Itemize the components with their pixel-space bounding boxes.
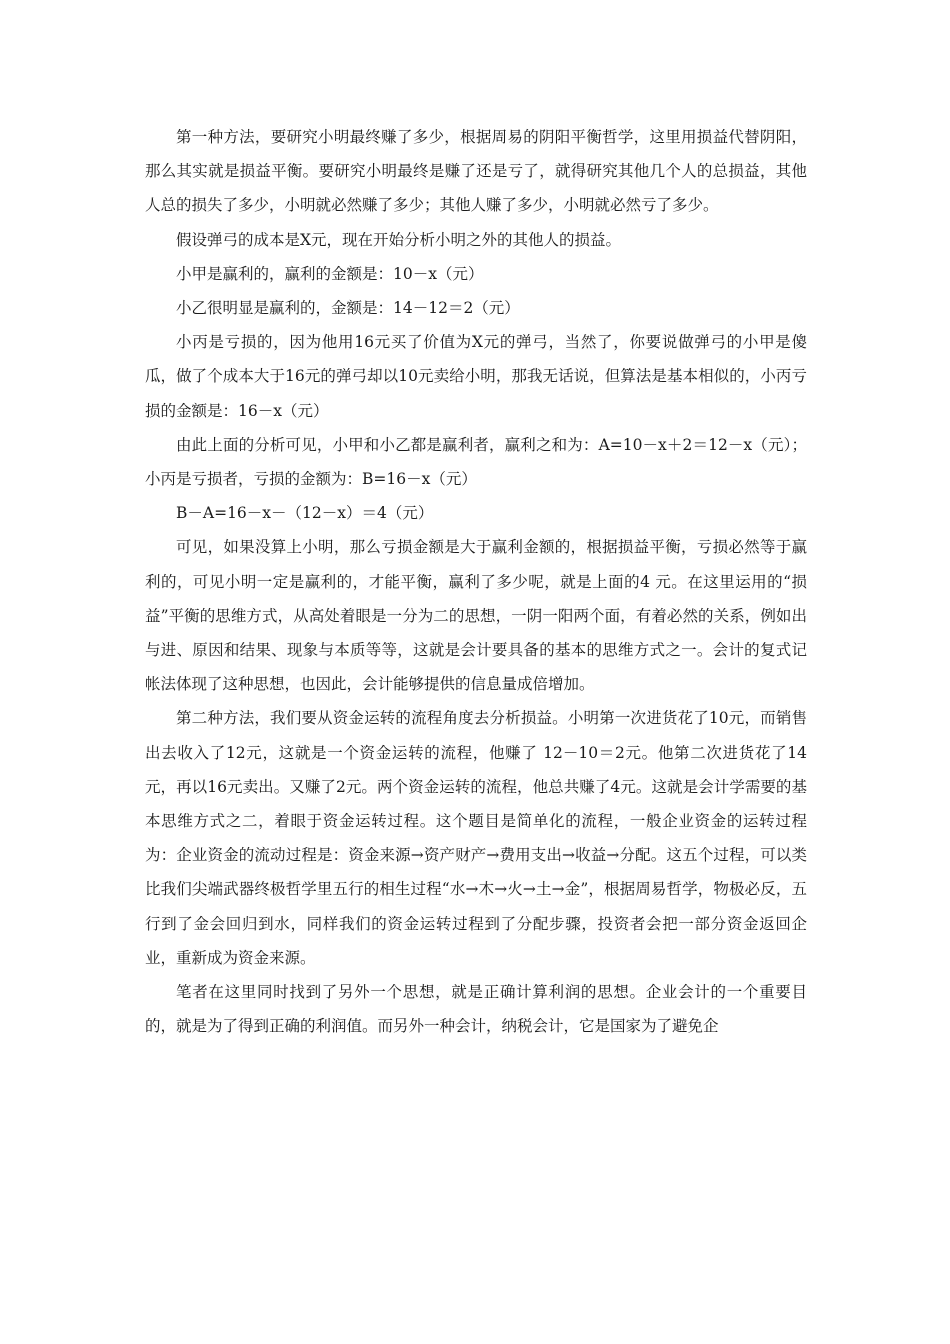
paragraph-method-two: 第二种方法，我们要从资金运转的流程角度去分析损益。小明第一次进货花了10元，而销售出去收入了12元，这就是一个资金运转的流程，他赚了 12－10＝2元。他第二次进货花了14元，再以16元卖出。又赚了2元。两个资金运转的流程，他总共赚了4元。这就是会计学需要的基本思维方式之二，着眼于资金运转过程。这个题目是简单化的流程，一般企业资金的运转过程为：企业资金的流动过程是：资金来源→资产财产→费用支出→收益→分配。这五个过程，可以类比我们尖端武器终极哲学里五行的相生过程“水→木→火→土→金”，根据周易哲学，物极必反，五行到了金会回归到水，同样我们的资金运转过程到了分配步骤，投资者会把一部分资金返回企业，重新成为资金来源。 — [145, 709, 807, 967]
paragraph-assumption: 假设弹弓的成本是X元，现在开始分析小明之外的其他人的损益。 — [176, 230, 622, 249]
paragraph-equation: B－A=16－x－（12－x）＝4（元） — [176, 504, 434, 523]
paragraph-xiaojia: 小甲是赢利的，赢利的金额是：10－x（元） — [176, 264, 484, 283]
paragraph-xiaoyi: 小乙很明显是赢利的，金额是：14－12＝2（元） — [176, 299, 520, 318]
body-text — [145, 120, 807, 1043]
paragraph-profit-thought: 笔者在这里同时找到了另外一个思想，就是正确计算利润的思想。企业会计的一个重要目的，就是为了得到正确的利润值。而另外一种会计，纳税会计，它是国家为了避免企 — [145, 983, 807, 1036]
paragraph-conclusion-one: 可见，如果没算上小明，那么亏损金额是大于赢利金额的，根据损益平衡，亏损必然等于赢利的，可见小明一定是赢利的，才能平衡，赢利了多少呢，就是上面的4 元。在这里运用的“损益”平衡的思维方式，从高处着眼是一分为二的思想，一阴一阳两个面，有着必然的关系，例如出与进、原因和结果、现象与本质等等，这就是会计要具备的基本的思维方式之一。会计的复式记帐法体现了这种思想，也因此，会计能够提供的信息量成倍增加。 — [145, 538, 807, 694]
paragraph-xiaobing: 小丙是亏损的，因为他用16元买了价值为X元的弹弓，当然了，你要说做弹弓的小甲是傻瓜，做了个成本大于16元的弹弓却以10元卖给小明，那我无话说，但算法是基本相似的，小丙亏损的金额是：16－x（元） — [145, 333, 807, 420]
paragraph-method-one: 第一种方法，要研究小明最终赚了多少，根据周易的阴阳平衡哲学，这里用损益代替阴阳，那么其实就是损益平衡。要研究小明最终是赚了还是亏了，就得研究其他几个人的总损益，其他人总的损失了多少，小明就必然赚了多少；其他人赚了多少，小明就必然亏了多少。 — [145, 128, 807, 215]
paragraph-analysis: 由此上面的分析可见，小甲和小乙都是赢利者，赢利之和为：A=10－x＋2＝12－x（元）；小丙是亏损者，亏损的金额为：B=16－x（元） — [145, 435, 807, 489]
